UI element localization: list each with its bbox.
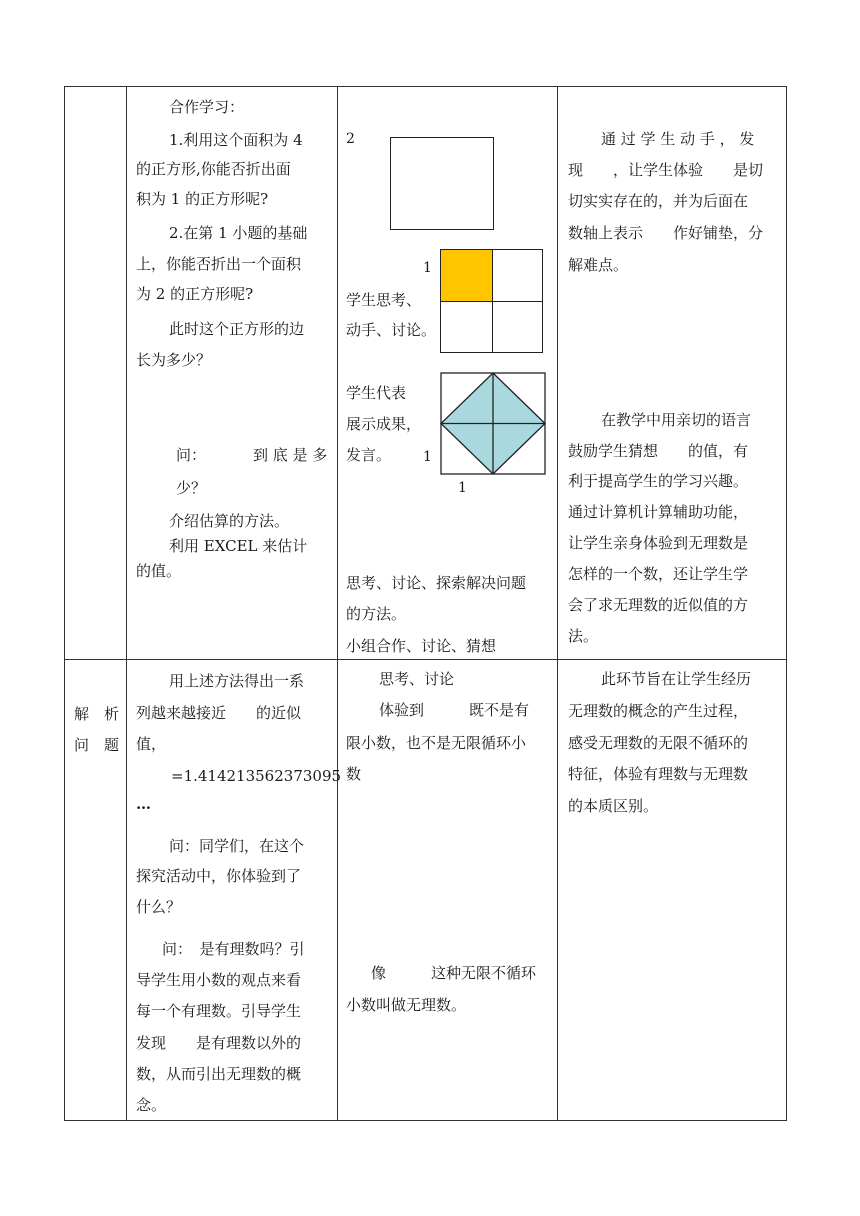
student-text: 学生代表 [346,384,407,402]
intent-text: 会了求无理数的近似值的方 [568,596,749,614]
student-text: 思考、讨论 [379,670,455,688]
column-divider-1 [126,86,127,1121]
intent-text: 鼓励学生猜想 的值，有 [568,442,749,460]
teacher-text: 列越来越接近 的近似 [136,704,302,722]
intent-text: 通过计算机计算辅助功能， [568,503,749,521]
student-text: 展示成果， [346,415,422,433]
intent-text: 的本质区别。 [568,797,659,815]
teacher-question: 问：同学们，在这个 [169,837,305,855]
student-text: 体验到 既不是有 [379,701,530,719]
figure-label: 1 [458,480,467,496]
intent-text: 在教学中用亲切的语言 [601,411,752,429]
teacher-text: 上，你能否折出一个面积 [136,255,302,273]
teacher-text: 的正方形,你能否折出面 [136,160,291,178]
teacher-text: 长为多少？ [136,351,212,369]
student-text: 数 [346,765,362,783]
figure-label: 1 [423,260,432,276]
teacher-text: 念。 [136,1096,167,1114]
intent-text: 现 ，让学生体验 是切 [568,161,764,179]
teacher-question: 问： [176,446,207,464]
column-divider-2 [337,86,338,1121]
table-top-border [64,86,787,87]
teacher-question: 到 底 是 多 [253,446,328,464]
figure-label: 2 [346,131,355,147]
teacher-text: 数，从而引出无理数的概 [136,1065,302,1083]
stage-label: 问 题 [74,736,120,754]
approx-value: =1.414213562373095 [171,767,342,785]
intent-text: 通 过 学 生 动 手 ， 发 [601,130,755,148]
grid-horizontal-line [441,301,542,302]
student-text: 发言。 [346,446,392,464]
intent-text: 法。 [568,627,599,645]
teacher-text: 导学生用小数的观点来看 [136,971,302,989]
teacher-text: 用上述方法得出一系 [169,672,305,690]
student-text: 学生思考、 [346,291,422,309]
teacher-question: 什么？ [136,898,182,916]
teacher-text: 1.利用这个面积为 4 [169,131,303,149]
column-divider-3 [557,86,558,1121]
stage-label: 解 析 [74,705,120,723]
student-text: 思考、讨论、探索解决问题 [346,574,527,592]
teacher-text: 积为 1 的正方形呢? [136,190,269,208]
teacher-text: 利用 EXCEL 来估计 [169,537,308,555]
intent-text: 无理数的概念的产生过程， [568,702,749,720]
student-text: 小组合作、讨论、猜想 [346,637,497,655]
teacher-text: 2.在第 1 小题的基础 [169,224,308,242]
teacher-text: 合作学习： [169,98,245,116]
intent-text: 解难点。 [568,256,629,274]
teacher-question: 少？ [176,479,207,497]
teacher-text: 介绍估算的方法。 [169,512,290,530]
teacher-text: 每一个有理数。引导学生 [136,1002,302,1020]
square-area-4-figure [390,137,494,230]
table-right-border [786,86,787,1121]
teacher-text: 的值。 [136,562,182,580]
highlighted-unit-square [441,250,493,302]
folded-square-grid-figure [440,249,543,353]
intent-text: 让学生亲身体验到无理数是 [568,534,749,552]
teacher-text: 为 2 的正方形呢? [136,285,254,303]
row-divider [64,659,787,660]
student-text: 动手、讨论。 [346,321,437,339]
intent-text: 数轴上表示 作好铺垫，分 [568,224,764,242]
teacher-question: 探究活动中，你体验到了 [136,867,302,885]
table-bottom-border [64,1120,787,1121]
student-text: 像 这种无限不循环 [371,964,537,982]
figure-label: 1 [423,449,432,465]
intent-text: 利于提高学生的学习兴趣。 [568,472,749,490]
ellipsis: … [136,795,151,813]
student-text: 限小数，也不是无限循环小 [346,734,527,752]
diamond-in-square-figure [440,372,546,475]
student-text: 小数叫做无理数。 [346,996,467,1014]
table-left-border [64,86,65,1121]
teacher-text: 值， [136,735,167,753]
student-text: 的方法。 [346,605,407,623]
intent-text: 感受无理数的无限不循环的 [568,734,749,752]
teacher-text: 发现 是有理数以外的 [136,1034,302,1052]
intent-text: 怎样的一个数，还让学生学 [568,565,749,583]
intent-text: 此环节旨在让学生经历 [601,670,752,688]
teacher-text: 此时这个正方形的边 [169,320,305,338]
intent-text: 切实实存在的，并为后面在 [568,192,749,210]
intent-text: 特征，体验有理数与无理数 [568,765,749,783]
teacher-question: 问： 是有理数吗？引 [162,940,305,958]
